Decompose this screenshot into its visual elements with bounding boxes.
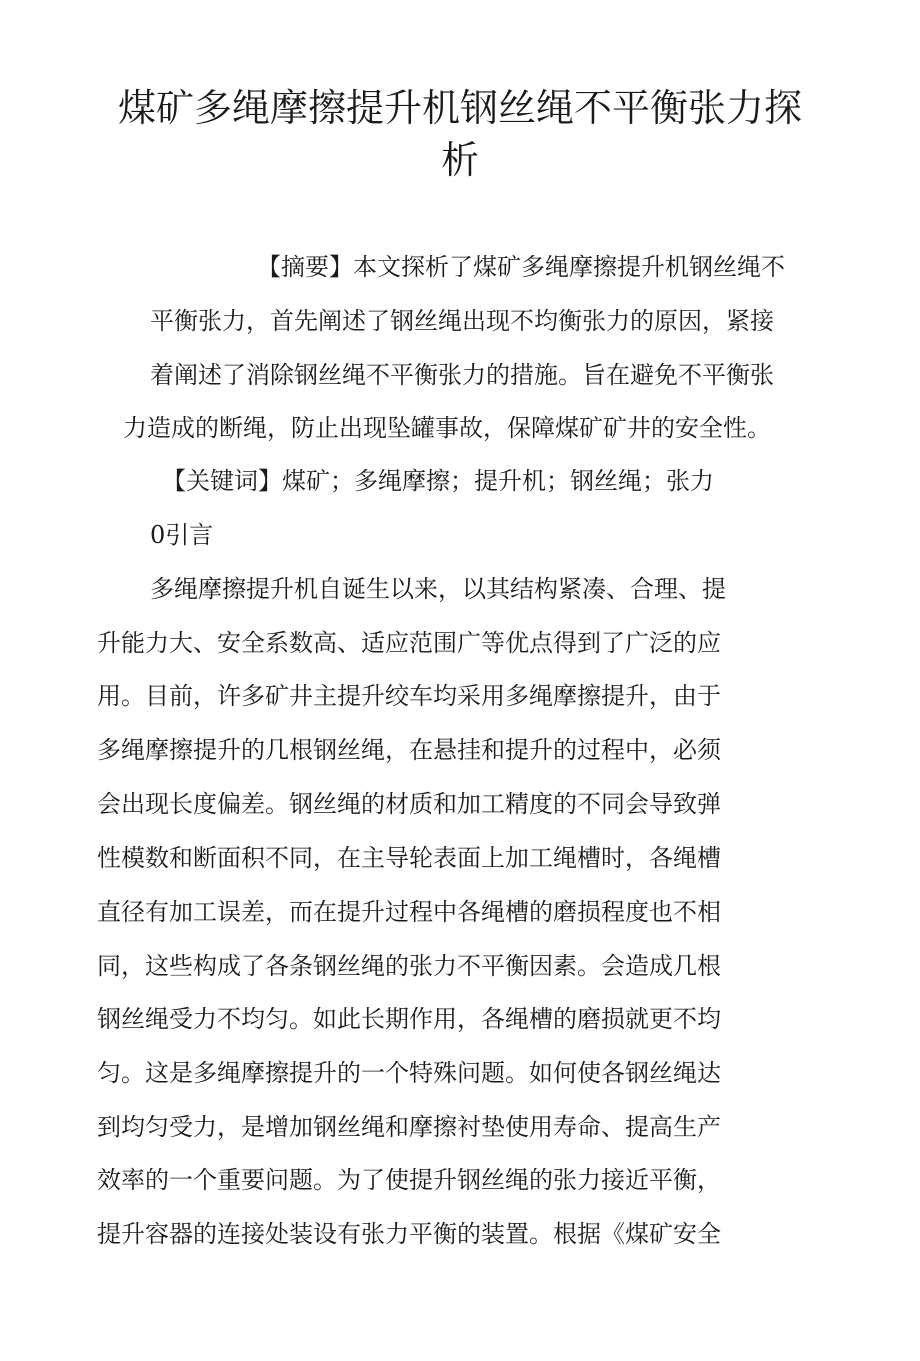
body-line: 钢丝绳受力不均匀。如此长期作用，各绳槽的磨损就更不均 (97, 1005, 721, 1033)
abstract-line: 平衡张力，首先阐述了钢丝绳出现不均衡张力的原因，紧接 (150, 307, 774, 335)
body-line: 到均匀受力，是增加钢丝绳和摩擦衬垫使用寿命、提高生产 (97, 1113, 721, 1141)
body-line: 同，这些构成了各条钢丝绳的张力不平衡因素。会造成几根 (97, 952, 721, 980)
body-line: 多绳摩擦提升的几根钢丝绳，在悬挂和提升的过程中，必须 (97, 736, 721, 764)
body-line: 多绳摩擦提升机自诞生以来，以其结构紧凑、合理、提 (150, 575, 726, 603)
abstract-line: 【摘要】本文探析了煤矿多绳摩擦提升机钢丝绳不 (257, 253, 785, 281)
body-line: 直径有加工误差，而在提升过程中各绳槽的磨损程度也不相 (97, 898, 721, 926)
document-title (0, 82, 920, 186)
body-line: 效率的一个重要问题。为了使提升钢丝绳的张力接近平衡， (97, 1166, 721, 1194)
title-line-1: 煤矿多绳摩擦提升机钢丝绳不平衡张力探 (117, 86, 802, 130)
abstract-line: 着阐述了消除钢丝绳不平衡张力的措施。旨在避免不平衡张 (150, 361, 774, 389)
body-line: 性模数和断面积不同，在主导轮表面上加工绳槽时，各绳槽 (97, 844, 721, 872)
body-line: 匀。这是多绳摩擦提升的一个特殊问题。如何使各钢丝绳达 (97, 1059, 721, 1087)
body-line: 用。目前，许多矿井主提升绞车均采用多绳摩擦提升，由于 (97, 682, 721, 710)
body-line: 会出现长度偏差。钢丝绳的材质和加工精度的不同会导致弹 (97, 790, 721, 818)
title-line-2: 析 (440, 138, 479, 182)
body-line: 升能力大、安全系数高、适应范围广等优点得到了广泛的应 (97, 629, 721, 657)
body-line: 提升容器的连接处装设有张力平衡的装置。根据《煤矿安全 (97, 1220, 721, 1248)
abstract-line: 力造成的断绳，防止出现坠罐事故，保障煤矿矿井的安全性。 (123, 414, 771, 442)
section-heading: 0引言 (150, 521, 214, 549)
keywords: 【关键词】煤矿；多绳摩擦；提升机；钢丝绳；张力 (162, 467, 714, 495)
